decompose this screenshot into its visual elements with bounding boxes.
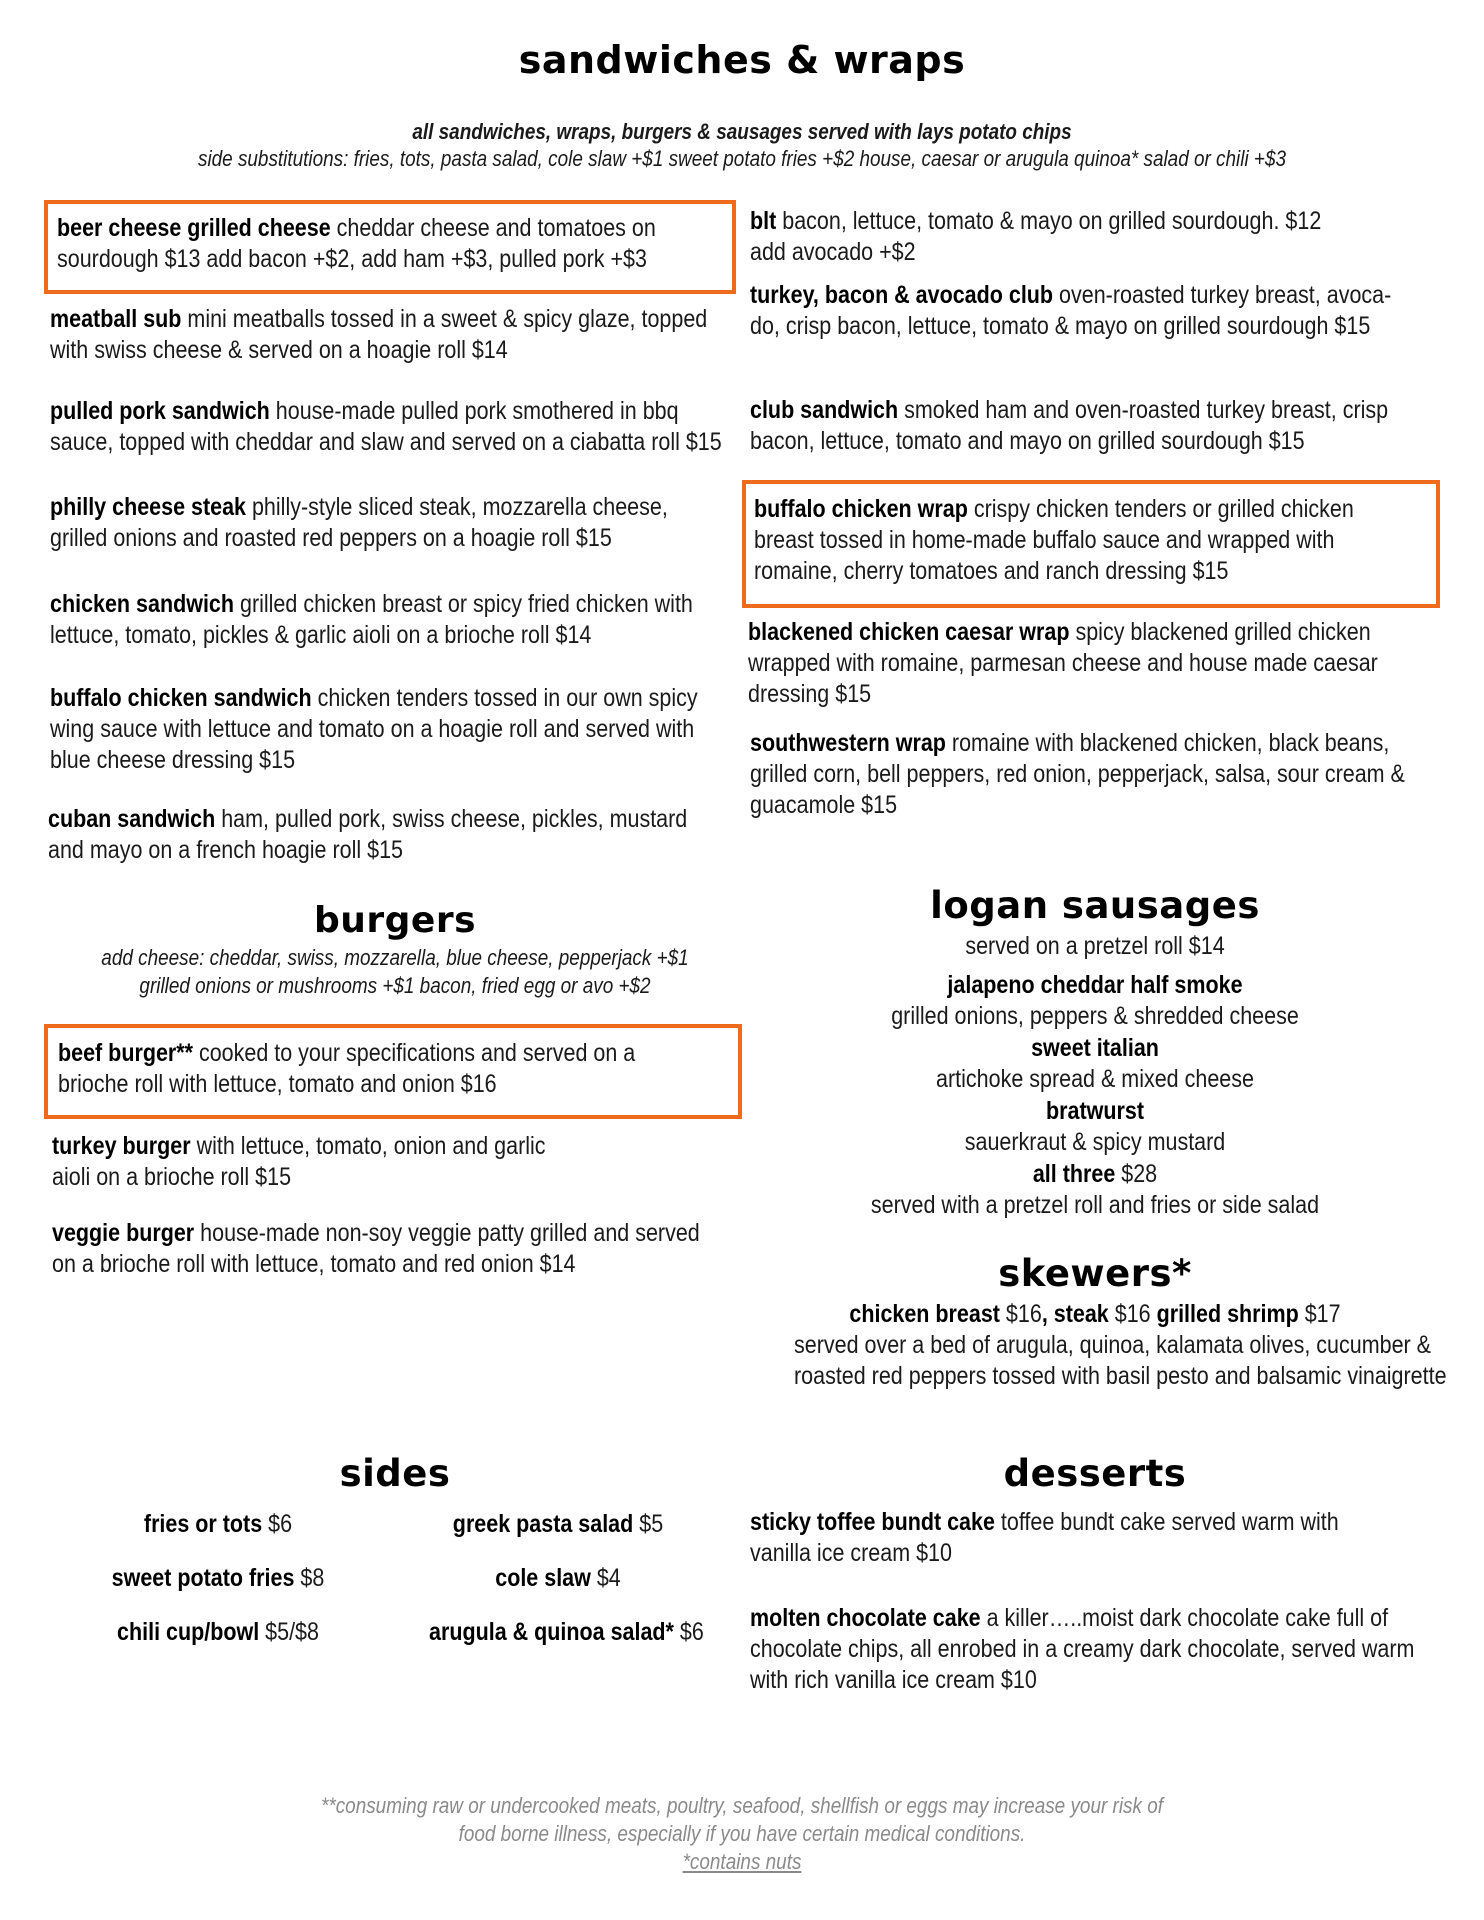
footer <box>0 1792 1484 1876</box>
side-name: cole slaw <box>495 1564 591 1592</box>
item-name: chicken sandwich <box>50 590 235 618</box>
menu-item <box>50 304 707 366</box>
side-price: $6 <box>673 1618 704 1646</box>
menu-item <box>57 213 656 275</box>
item-desc: lettuce, tomato, pickles & garlic aioli on a brioche roll $14 <box>50 621 592 649</box>
item-desc: philly-style sliced steak, mozzarella cheese, <box>245 493 668 521</box>
menu-item <box>750 395 1388 457</box>
sausage-all-three <box>794 1159 1396 1190</box>
sausages-subtitle: served on a pretzel roll $14 <box>965 932 1225 960</box>
item-desc: with swiss cheese & served on a hoagie roll $14 <box>50 336 508 364</box>
menu-item <box>50 589 693 651</box>
sausage-desc: sauerkraut & spicy mustard <box>964 1128 1226 1156</box>
footer-disclaimer: food borne illness, especially if you have certain medical conditions. <box>458 1821 1026 1846</box>
item-desc: house-made pulled pork smothered in bbq <box>269 397 679 425</box>
item-name: veggie burger <box>52 1219 195 1247</box>
item-name: blt <box>750 207 777 235</box>
menu-item <box>750 280 1391 342</box>
skewers-heading: skewers* <box>998 1252 1192 1295</box>
item-desc: crispy chicken tenders or grilled chicken <box>967 495 1354 523</box>
item-desc: vanilla ice cream $10 <box>750 1539 952 1567</box>
burgers-note-2: grilled onions or mushrooms +$1 bacon, fried egg or avo +$2 <box>139 973 651 998</box>
item-desc: cooked to your specifications and served on a <box>193 1039 636 1067</box>
sausage-name: jalapeno cheddar half smoke <box>947 971 1243 999</box>
item-desc: do, crisp bacon, lettuce, tomato & mayo on grilled sourdough $15 <box>750 312 1371 340</box>
item-name: philly cheese steak <box>50 493 246 521</box>
side-item <box>429 1564 687 1593</box>
intro-line-2: side substitutions: fries, tots, pasta salad, cole slaw +$1 sweet potato fries +$2 house, caesar or arugula quinoa* salad or chili +$3 <box>197 146 1287 171</box>
item-desc: toffee bundt cake served warm with <box>994 1508 1339 1536</box>
item-desc: blue cheese dressing $15 <box>50 746 296 774</box>
side-item <box>98 1510 339 1539</box>
item-name: beer cheese grilled cheese <box>57 214 331 242</box>
skewer-price: $16 <box>999 1300 1042 1328</box>
item-name: turkey burger <box>52 1132 191 1160</box>
skewers-desc: roasted red peppers tossed with basil pesto and balsamic vinaigrette <box>794 1362 1447 1390</box>
side-item <box>429 1618 704 1647</box>
item-desc: ham, pulled pork, swiss cheese, pickles, mustard <box>215 805 688 833</box>
menu-item <box>48 804 687 866</box>
item-desc: cheddar cheese and tomatoes on <box>330 214 656 242</box>
menu-item <box>754 494 1354 587</box>
item-desc: guacamole $15 <box>750 791 898 819</box>
item-name: buffalo chicken wrap <box>754 495 968 523</box>
side-name: sweet potato fries <box>111 1564 295 1592</box>
item-name: meatball sub <box>50 305 182 333</box>
item-name: turkey, bacon & avocado club <box>750 281 1054 309</box>
item-desc: brioche roll with lettuce, tomato and onion $16 <box>58 1070 497 1098</box>
page-title: sandwiches & wraps <box>518 38 966 82</box>
item-name: sticky toffee bundt cake <box>750 1508 995 1536</box>
item-name: cuban sandwich <box>48 805 216 833</box>
item-desc: grilled onions and roasted red peppers on a hoagie roll $15 <box>50 524 612 552</box>
sausage-desc: served with a pretzel roll and fries or side salad <box>870 1191 1320 1219</box>
side-price: $4 <box>590 1564 621 1592</box>
intro <box>0 118 1484 172</box>
item-desc: bacon, lettuce, tomato and mayo on grilled sourdough $15 <box>750 427 1305 455</box>
burgers-heading: burgers <box>313 900 477 941</box>
footer-disclaimer: **consuming raw or undercooked meats, poultry, seafood, shellfish or eggs may increase your risk of <box>320 1793 1163 1818</box>
item-desc: chocolate chips, all enrobed in a creamy dark chocolate, served warm <box>750 1635 1415 1663</box>
burgers-notes <box>40 944 750 1000</box>
skewer-name: grilled shrimp <box>1156 1300 1299 1328</box>
item-desc: sauce, topped with cheddar and slaw and served on a ciabatta roll $15 <box>50 428 722 456</box>
side-item <box>98 1618 339 1647</box>
item-desc: wrapped with romaine, parmesan cheese and house made caesar <box>748 649 1378 677</box>
item-desc: smoked ham and oven-roasted turkey breast, crisp <box>898 396 1389 424</box>
menu-item <box>750 1507 1339 1569</box>
item-desc: on a brioche roll with lettuce, tomato and red onion $14 <box>52 1250 576 1278</box>
item-desc: add avocado +$2 <box>750 238 916 266</box>
item-desc: with lettuce, tomato, onion and garlic <box>190 1132 546 1160</box>
sides-heading: sides <box>339 1452 451 1495</box>
item-desc: aioli on a brioche roll $15 <box>52 1163 292 1191</box>
side-name: chili cup/bowl <box>117 1618 260 1646</box>
menu-item <box>748 617 1378 710</box>
side-name: fries or tots <box>143 1510 263 1538</box>
side-price: $8 <box>294 1564 325 1592</box>
sausage-name: bratwurst <box>1046 1097 1144 1125</box>
menu-item <box>52 1218 700 1280</box>
skewer-name: chicken breast <box>849 1300 1000 1328</box>
item-desc: romaine, cherry tomatoes and ranch dressing $15 <box>754 557 1229 585</box>
side-item <box>98 1564 339 1593</box>
item-name: club sandwich <box>750 396 899 424</box>
skewer-price: $16 <box>1108 1300 1157 1328</box>
item-desc: oven-roasted turkey breast, avoca- <box>1053 281 1392 309</box>
menu-item <box>50 492 668 554</box>
item-desc: sourdough $13 add bacon +$2, add ham +$3, pulled pork +$3 <box>57 245 647 273</box>
skewers-block <box>745 1299 1445 1392</box>
side-price: $5/$8 <box>259 1618 319 1646</box>
side-name: greek pasta salad <box>452 1510 634 1538</box>
menu-item <box>50 396 722 458</box>
menu-item <box>750 728 1405 821</box>
sausage-desc: grilled onions, peppers & shredded cheese <box>891 1002 1299 1030</box>
item-desc: spicy blackened grilled chicken <box>1069 618 1371 646</box>
item-desc: chicken tenders tossed in our own spicy <box>311 684 698 712</box>
sausage-desc: artichoke spread & mixed cheese <box>936 1065 1254 1093</box>
skewer-price: $17 <box>1298 1300 1341 1328</box>
item-desc: wing sauce with lettuce and tomato on a hoagie roll and served with <box>50 715 695 743</box>
menu-item <box>58 1038 635 1100</box>
item-desc: romaine with blackened chicken, black beans, <box>945 729 1390 757</box>
item-desc: with rich vanilla ice cream $10 <box>750 1666 1037 1694</box>
item-name: pulled pork sandwich <box>50 397 270 425</box>
side-item <box>429 1510 687 1539</box>
item-desc: grilled chicken breast or spicy fried chicken with <box>234 590 693 618</box>
desserts-heading: desserts <box>1003 1452 1187 1495</box>
item-desc: bacon, lettuce, tomato & mayo on grilled sourdough. $12 <box>776 207 1322 235</box>
side-price: $6 <box>262 1510 293 1538</box>
item-desc: dressing $15 <box>748 680 872 708</box>
burgers-note-1: add cheese: cheddar, swiss, mozzarella, blue cheese, pepperjack +$1 <box>101 945 689 970</box>
item-name: beef burger** <box>58 1039 194 1067</box>
item-name: southwestern wrap <box>750 729 946 757</box>
sausage-price: $28 <box>1115 1160 1158 1188</box>
item-desc: house-made non-soy veggie patty grilled and served <box>194 1219 700 1247</box>
side-price: $5 <box>633 1510 664 1538</box>
menu-item <box>50 683 698 776</box>
item-desc: breast tossed in home-made buffalo sauce and wrapped with <box>754 526 1335 554</box>
item-name: blackened chicken caesar wrap <box>748 618 1070 646</box>
item-desc: a killer…..moist dark chocolate cake full of <box>980 1604 1389 1632</box>
sausages-heading: logan sausages <box>930 884 1260 927</box>
skewers-options <box>794 1299 1396 1330</box>
skewer-name: , steak <box>1041 1300 1109 1328</box>
item-desc: grilled corn, bell peppers, red onion, pepperjack, salsa, sour cream & <box>750 760 1405 788</box>
sausage-name: all three <box>1032 1160 1116 1188</box>
skewers-desc: served over a bed of arugula, quinoa, kalamata olives, cucumber & <box>794 1331 1432 1359</box>
sausage-name: sweet italian <box>1031 1034 1159 1062</box>
item-desc: and mayo on a french hoagie roll $15 <box>48 836 403 864</box>
menu-item <box>52 1131 546 1193</box>
side-name: arugula & quinoa salad* <box>429 1618 674 1646</box>
sausages-list <box>745 931 1445 1221</box>
item-desc: mini meatballs tossed in a sweet & spicy glaze, topped <box>181 305 708 333</box>
menu-item <box>750 1603 1414 1696</box>
item-name: molten chocolate cake <box>750 1604 981 1632</box>
item-name: buffalo chicken sandwich <box>50 684 312 712</box>
menu-item <box>750 206 1321 268</box>
footer-nuts-note: *contains nuts <box>682 1849 802 1874</box>
intro-line-1: all sandwiches, wraps, burgers & sausages served with lays potato chips <box>412 119 1072 144</box>
